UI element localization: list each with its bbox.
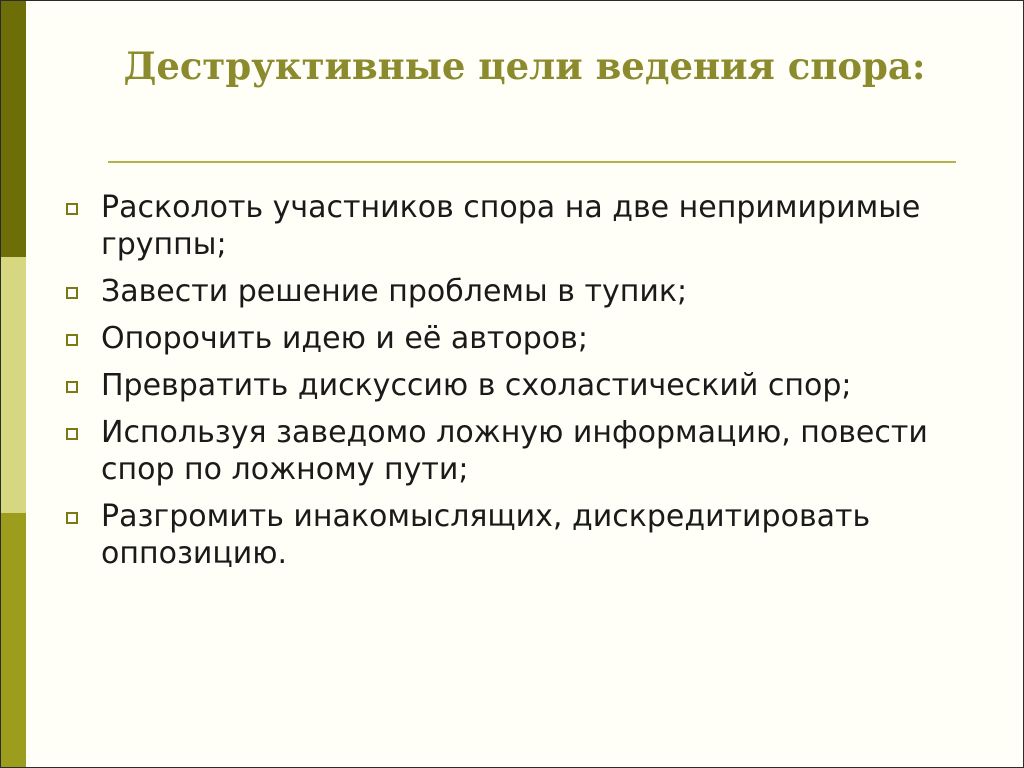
title-divider <box>108 161 956 163</box>
bullet-text: Завести решение проблемы в тупик; <box>101 274 688 309</box>
bullet-text: Опорочить идею и её авторов; <box>101 321 588 356</box>
sidebar-band-mid <box>1 513 26 767</box>
square-bullet-icon <box>66 334 78 346</box>
sidebar-band-light <box>1 257 26 513</box>
bullet-item <box>63 498 983 572</box>
square-bullet-icon <box>66 381 78 393</box>
sidebar-band-dark <box>1 1 26 257</box>
bullet-text: Используя заведомо ложную информацию, повести спор по ложному пути; <box>101 415 928 487</box>
bullet-item <box>63 414 983 488</box>
bullet-list <box>63 189 983 582</box>
bullet-text: Расколоть участников спора на две непримиримые группы; <box>101 190 921 262</box>
sidebar-decoration <box>1 1 26 767</box>
square-bullet-icon <box>66 512 78 524</box>
square-bullet-icon <box>66 428 78 440</box>
slide-title: Деструктивные цели ведения спора: <box>123 44 926 88</box>
bullet-item <box>63 189 983 263</box>
bullet-item <box>63 273 983 310</box>
square-bullet-icon <box>66 203 78 215</box>
square-bullet-icon <box>66 287 78 299</box>
bullet-item <box>63 320 983 357</box>
bullet-text: Превратить дискуссию в схоластический спор; <box>101 368 852 403</box>
bullet-item <box>63 367 983 404</box>
bullet-text: Разгромить инакомыслящих, дискредитировать оппозицию. <box>101 499 871 571</box>
